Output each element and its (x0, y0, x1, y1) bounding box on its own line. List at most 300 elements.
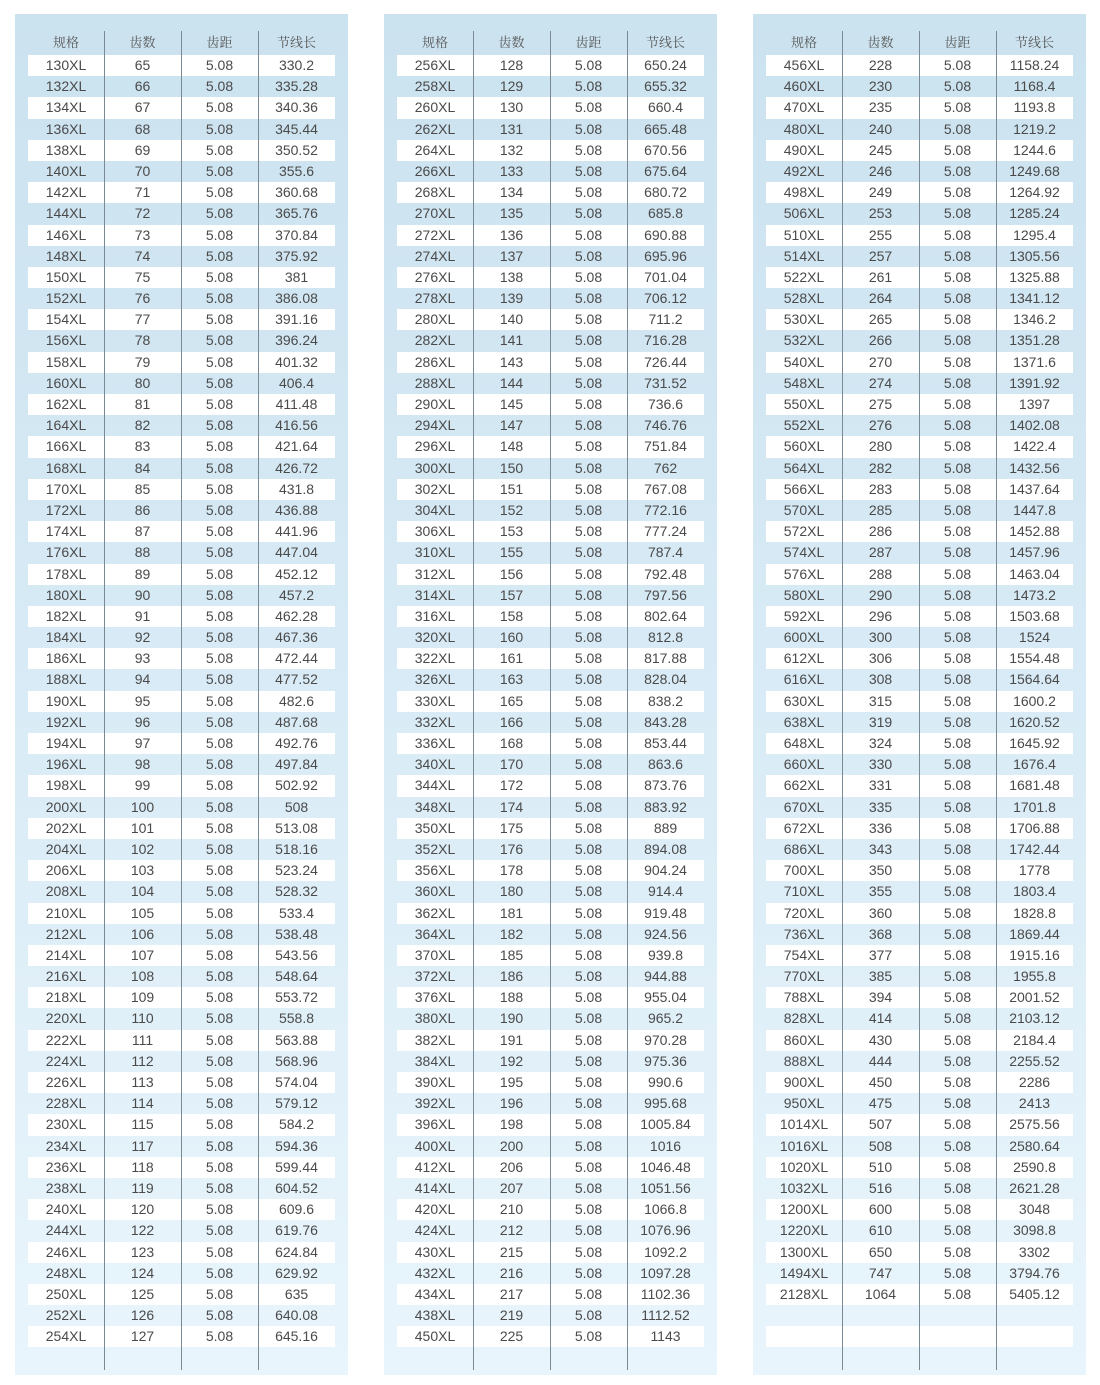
cell-teeth: 138 (499, 268, 524, 285)
cell-pitch: 5.08 (574, 1031, 603, 1048)
cell-pitch: 5.08 (574, 1222, 603, 1239)
cell-pitch: 5.08 (205, 1031, 234, 1048)
cell-pitch: 5.08 (574, 862, 603, 879)
cell-pitch: 5.08 (943, 1116, 972, 1133)
cell-spec: 950XL (783, 1095, 825, 1112)
cell-teeth: 165 (499, 692, 524, 709)
cell-pitch: 5.08 (943, 565, 972, 582)
cell-pitch-length: 970.28 (644, 1031, 687, 1048)
cell-spec: 432XL (414, 1264, 456, 1281)
cell-teeth: 130 (499, 99, 524, 116)
cell-pitch-length: 2575.56 (1009, 1116, 1060, 1133)
cell-pitch: 5.08 (574, 1116, 603, 1133)
cell-teeth: 1064 (864, 1285, 897, 1302)
cell-teeth: 137 (499, 247, 524, 264)
cell-pitch-length: 518.16 (275, 840, 318, 857)
cell-pitch-length: 726.44 (644, 353, 687, 370)
cell-teeth: 73 (134, 226, 151, 243)
cell-spec: 286XL (414, 353, 456, 370)
cell-spec: 480XL (783, 120, 825, 137)
cell-teeth: 192 (499, 1052, 524, 1069)
cell-spec: 158XL (45, 353, 87, 370)
cell-teeth: 97 (134, 735, 151, 751)
cell-pitch: 5.08 (574, 989, 603, 1006)
cell-pitch-length: 944.88 (644, 968, 687, 985)
cell-spec: 350XL (414, 819, 456, 836)
cell-teeth: 145 (499, 396, 524, 412)
cell-pitch-length: 1915.16 (1009, 946, 1060, 963)
cell-spec: 174XL (45, 523, 87, 540)
cell-pitch-length: 360.68 (275, 184, 318, 201)
cell-teeth: 83 (134, 438, 151, 455)
cell-pitch: 5.08 (943, 1137, 972, 1154)
cell-pitch: 5.08 (205, 205, 234, 222)
cell-pitch-length: 706.12 (644, 290, 687, 307)
cell-spec: 254XL (45, 1328, 87, 1345)
cell-pitch: 5.08 (574, 756, 603, 773)
cell-pitch-length: 1143 (650, 1328, 681, 1345)
cell-pitch: 5.08 (574, 586, 603, 603)
cell-pitch: 5.08 (943, 798, 972, 815)
cell-teeth: 152 (499, 501, 524, 518)
cell-teeth: 77 (134, 311, 151, 328)
cell-pitch: 5.08 (205, 1243, 234, 1260)
cell-spec: 392XL (414, 1095, 456, 1112)
cell-pitch: 5.08 (574, 184, 603, 201)
cell-spec: 492XL (783, 162, 825, 179)
cell-teeth: 287 (868, 544, 893, 561)
cell-spec: 672XL (783, 819, 825, 836)
cell-spec: 384XL (414, 1052, 456, 1069)
cell-pitch: 5.08 (205, 374, 234, 391)
cell-pitch-length: 477.52 (275, 671, 318, 688)
cell-spec: 316XL (414, 607, 456, 624)
cell-pitch: 5.08 (574, 713, 603, 730)
cell-teeth: 72 (134, 205, 151, 222)
cell-pitch: 5.08 (574, 650, 603, 667)
cell-pitch-length: 1681.48 (1009, 777, 1060, 794)
cell-pitch-length: 3098.8 (1013, 1222, 1056, 1239)
cell-pitch: 5.08 (205, 1307, 234, 1324)
cell-teeth: 207 (499, 1179, 524, 1196)
cell-spec: 220XL (45, 1010, 87, 1027)
cell-pitch-length: 462.28 (275, 607, 318, 624)
cell-pitch-length: 543.56 (275, 946, 318, 963)
cell-spec: 244XL (45, 1222, 87, 1239)
cell-teeth: 516 (868, 1179, 893, 1196)
cell-pitch: 5.08 (574, 523, 603, 540)
cell-pitch: 5.08 (943, 586, 972, 603)
cell-spec: 210XL (45, 904, 87, 921)
cell-pitch-length: 751.84 (644, 438, 687, 455)
cell-pitch: 5.08 (574, 1285, 603, 1302)
cell-teeth: 157 (499, 586, 524, 603)
cell-pitch: 5.08 (943, 1285, 972, 1302)
cell-pitch: 5.08 (574, 501, 603, 518)
cell-pitch-length: 1600.2 (1013, 692, 1056, 709)
cell-pitch-length: 2286 (1018, 1074, 1051, 1090)
cell-spec: 788XL (783, 989, 825, 1006)
cell-spec: 300XL (414, 459, 456, 476)
cell-pitch: 5.08 (574, 417, 603, 434)
cell-pitch-length: 345.44 (275, 120, 318, 137)
cell-spec: 322XL (414, 650, 456, 667)
cell-spec: 330XL (414, 692, 456, 709)
cell-spec: 154XL (45, 311, 87, 328)
cell-pitch-length: 990.6 (647, 1074, 684, 1090)
cell-spec: 364XL (414, 925, 456, 942)
cell-pitch-length: 894.08 (644, 840, 687, 857)
cell-pitch-length: 457.2 (278, 586, 315, 603)
cell-pitch (919, 1305, 996, 1326)
cell-pitch-length: 1676.4 (1013, 756, 1056, 773)
cell-pitch: 5.08 (574, 374, 603, 391)
cell-spec: 276XL (414, 268, 456, 285)
cell-teeth: 109 (130, 989, 155, 1006)
cell-pitch-length: 2103.12 (1009, 1010, 1060, 1027)
cell-teeth: 288 (868, 565, 893, 582)
header-spec: 规格 (52, 35, 79, 50)
cell-pitch-length: 1193.8 (1013, 99, 1056, 116)
header-pitch: 齿距 (944, 35, 971, 50)
cell-pitch-length: 1457.96 (1009, 544, 1060, 561)
cell-pitch-length: 2001.52 (1009, 989, 1060, 1006)
cell-spec: 736XL (783, 925, 825, 942)
cell-pitch-length: 746.76 (644, 417, 687, 434)
cell-pitch-length: 563.88 (275, 1031, 318, 1048)
cell-teeth: 508 (868, 1137, 893, 1154)
header-spec: 规格 (421, 35, 448, 50)
cell-spec: 166XL (45, 438, 87, 455)
cell-pitch: 5.08 (943, 332, 972, 349)
cell-teeth: 68 (134, 120, 151, 137)
cell-spec: 356XL (414, 862, 456, 879)
cell-pitch-length: 635 (284, 1285, 309, 1302)
column-divider (550, 31, 551, 1370)
cell-spec: 296XL (414, 438, 456, 455)
cell-teeth: 308 (868, 671, 893, 688)
cell-pitch-length: 528.32 (275, 883, 318, 900)
cell-pitch: 5.08 (574, 438, 603, 455)
cell-pitch: 5.08 (205, 1328, 234, 1345)
cell-teeth: 600 (868, 1201, 893, 1218)
cell-teeth: 747 (868, 1264, 893, 1281)
cell-pitch-length: 502.92 (275, 777, 318, 794)
cell-pitch-length: 1097.28 (640, 1264, 691, 1281)
cell-pitch: 5.08 (943, 1243, 972, 1260)
cell-spec: 648XL (783, 735, 825, 751)
cell-pitch: 5.08 (943, 756, 972, 773)
cell-spec: 600XL (783, 629, 825, 646)
cell-teeth: 119 (131, 1179, 154, 1196)
cell-pitch-length: 767.08 (644, 480, 687, 497)
cell-pitch: 5.08 (574, 396, 603, 412)
cell-pitch-length: 447.04 (275, 544, 318, 561)
cell-pitch: 5.08 (205, 1285, 234, 1302)
cell-pitch-length: 568.96 (275, 1052, 318, 1069)
cell-teeth: 191 (499, 1031, 524, 1048)
cell-pitch: 5.08 (205, 544, 234, 561)
cell-pitch-length: 690.88 (644, 226, 687, 243)
cell-pitch: 5.08 (205, 1264, 234, 1281)
cell-teeth: 160 (499, 629, 524, 646)
cell-teeth: 131 (499, 120, 524, 137)
cell-spec: 352XL (414, 840, 456, 857)
cell-teeth: 178 (499, 862, 524, 879)
cell-pitch-length: 1447.8 (1013, 501, 1056, 518)
cell-pitch: 5.08 (574, 946, 603, 963)
cell-spec: 348XL (414, 798, 456, 815)
cell-pitch-length: 914.4 (647, 883, 684, 900)
cell-pitch: 5.08 (205, 777, 234, 794)
cell-pitch-length: 812.8 (647, 629, 684, 646)
cell-teeth: 128 (499, 57, 524, 73)
cell-spec (766, 1305, 842, 1326)
cell-pitch: 5.08 (205, 1158, 234, 1175)
cell-spec: 146XL (45, 226, 87, 243)
cell-pitch: 5.08 (574, 57, 603, 73)
cell-pitch: 5.08 (574, 332, 603, 349)
cell-spec: 260XL (414, 99, 456, 116)
cell-teeth: 168 (499, 735, 524, 751)
cell-spec: 326XL (414, 671, 456, 688)
cell-teeth: 110 (131, 1010, 154, 1027)
cell-pitch-length: 1422.4 (1013, 438, 1056, 455)
cell-spec: 190XL (45, 692, 87, 709)
cell-pitch-length: 579.12 (275, 1095, 318, 1112)
cell-spec: 170XL (45, 480, 87, 497)
cell-pitch: 5.08 (574, 141, 603, 158)
cell-teeth: 88 (134, 544, 151, 561)
cell-pitch-length: 523.24 (275, 862, 318, 879)
cell-spec: 1300XL (779, 1243, 829, 1260)
cell-pitch-length: 1051.56 (640, 1179, 691, 1196)
cell-spec: 184XL (45, 629, 87, 646)
cell-pitch-length: 817.88 (644, 650, 687, 667)
cell-teeth: 124 (130, 1264, 155, 1281)
cell-pitch-length: 1706.88 (1009, 819, 1060, 836)
cell-pitch: 5.08 (574, 904, 603, 921)
cell-pitch: 5.08 (943, 141, 972, 158)
cell-pitch: 5.08 (574, 671, 603, 688)
cell-pitch: 5.08 (205, 607, 234, 624)
cell-pitch: 5.08 (943, 1179, 972, 1196)
cell-spec: 290XL (414, 396, 456, 412)
cell-pitch: 5.08 (574, 1095, 603, 1112)
cell-teeth: 80 (134, 374, 151, 391)
cell-pitch-length: 497.84 (275, 756, 318, 773)
cell-pitch-length: 594.36 (275, 1137, 318, 1154)
cell-teeth: 282 (868, 459, 893, 476)
cell-pitch-length: 3794.76 (1009, 1264, 1060, 1281)
column-divider (104, 31, 105, 1370)
cell-teeth: 96 (134, 713, 151, 730)
cell-teeth: 225 (499, 1328, 524, 1345)
cell-teeth: 120 (130, 1201, 155, 1218)
cell-spec: 572XL (783, 523, 825, 540)
cell-spec: 552XL (783, 417, 825, 434)
cell-spec: 280XL (414, 311, 456, 328)
cell-pitch-length: 670.56 (644, 141, 687, 158)
cell-teeth: 185 (499, 946, 524, 963)
cell-spec: 638XL (783, 713, 825, 730)
cell-pitch: 5.08 (205, 438, 234, 455)
cell-spec: 580XL (783, 586, 825, 603)
cell-pitch: 5.08 (574, 1243, 603, 1260)
cell-teeth: 188 (499, 989, 524, 1006)
cell-teeth: 102 (130, 840, 155, 857)
cell-teeth: 249 (868, 184, 893, 201)
cell-pitch-length: 426.72 (275, 459, 318, 476)
cell-teeth: 100 (130, 798, 155, 815)
cell-pitch: 5.08 (205, 332, 234, 349)
cell-spec: 274XL (414, 247, 456, 264)
cell-spec: 470XL (783, 99, 825, 116)
cell-spec: 238XL (45, 1179, 87, 1196)
header-pitch: 齿距 (206, 35, 233, 50)
cell-pitch: 5.08 (205, 925, 234, 942)
cell-pitch-length: 1742.44 (1009, 840, 1060, 857)
cell-pitch-length: 680.72 (644, 184, 687, 201)
cell-pitch-length: 838.2 (647, 692, 684, 709)
cell-pitch: 5.08 (574, 819, 603, 836)
cell-pitch-length: 716.28 (644, 332, 687, 349)
cell-pitch-length: 665.48 (644, 120, 687, 137)
cell-pitch: 5.08 (574, 1158, 603, 1175)
cell-pitch: 5.08 (574, 162, 603, 179)
header-pitch-length: 节线长 (645, 35, 685, 50)
cell-pitch-length: 1168.4 (1013, 78, 1056, 95)
cell-pitch-length: 624.84 (275, 1243, 318, 1260)
cell-pitch: 5.08 (205, 629, 234, 646)
cell-teeth: 255 (868, 226, 893, 243)
cell-pitch-length: 350.52 (275, 141, 318, 158)
cell-spec: 262XL (414, 120, 456, 137)
cell-spec: 770XL (783, 968, 825, 985)
cell-spec: 548XL (783, 374, 825, 391)
column-divider (181, 31, 182, 1370)
cell-teeth: 93 (134, 650, 151, 667)
cell-teeth: 507 (868, 1116, 893, 1133)
cell-spec: 382XL (414, 1031, 456, 1048)
cell-teeth: 151 (499, 480, 524, 497)
cell-pitch: 5.08 (574, 120, 603, 137)
cell-teeth: 355 (868, 883, 893, 900)
cell-teeth: 86 (134, 501, 151, 518)
cell-spec: 570XL (783, 501, 825, 518)
cell-spec: 194XL (45, 735, 87, 751)
cell-pitch-length: 2184.4 (1013, 1031, 1056, 1048)
cell-pitch-length: 1244.6 (1013, 141, 1056, 158)
cell-teeth: 274 (868, 374, 893, 391)
cell-pitch: 5.08 (943, 523, 972, 540)
cell-spec: 160XL (45, 374, 87, 391)
column-divider (996, 31, 997, 1370)
cell-pitch-length: 604.52 (275, 1179, 318, 1196)
cell-pitch: 5.08 (943, 692, 972, 709)
cell-spec: 1032XL (779, 1179, 829, 1196)
cell-teeth: 368 (868, 925, 893, 942)
cell-teeth: 217 (499, 1285, 524, 1302)
cell-pitch-length: 802.64 (644, 607, 687, 624)
cell-teeth: 133 (499, 162, 524, 179)
cell-teeth: 114 (131, 1095, 154, 1112)
cell-pitch-length: 2621.28 (1009, 1179, 1060, 1196)
cell-pitch-length: 599.44 (275, 1158, 318, 1175)
cell-pitch: 5.08 (205, 99, 234, 116)
cell-spec: 234XL (45, 1137, 87, 1154)
cell-spec: 226XL (45, 1074, 87, 1090)
cell-pitch-length: 381 (284, 268, 309, 285)
cell-teeth: 141 (499, 332, 524, 349)
cell-teeth: 444 (868, 1052, 893, 1069)
cell-spec: 332XL (414, 713, 456, 730)
column-divider (473, 31, 474, 1370)
cell-teeth: 150 (499, 459, 524, 476)
cell-spec: 212XL (45, 925, 87, 942)
cell-teeth: 275 (868, 396, 893, 412)
cell-pitch: 5.08 (943, 968, 972, 985)
cell-teeth: 650 (868, 1243, 893, 1260)
cell-pitch: 5.08 (574, 629, 603, 646)
cell-pitch: 5.08 (943, 1264, 972, 1281)
cell-pitch-length: 538.48 (275, 925, 318, 942)
header-spec: 规格 (790, 35, 817, 50)
cell-pitch-length: 452.12 (275, 565, 318, 582)
cell-teeth: 104 (130, 883, 155, 900)
cell-teeth: 215 (499, 1243, 524, 1260)
cell-teeth: 98 (134, 756, 151, 773)
cell-teeth: 75 (134, 268, 151, 285)
cell-pitch-length: 655.32 (644, 78, 687, 95)
cell-teeth: 245 (868, 141, 893, 158)
cell-teeth: 115 (131, 1116, 154, 1133)
cell-spec: 670XL (783, 798, 825, 815)
cell-teeth: 257 (868, 247, 893, 264)
cell-pitch: 5.08 (943, 57, 972, 73)
cell-teeth: 331 (868, 777, 893, 794)
cell-spec: 1020XL (779, 1158, 829, 1175)
cell-spec: 270XL (414, 205, 456, 222)
cell-teeth: 92 (134, 629, 151, 646)
cell-teeth: 117 (131, 1137, 154, 1154)
cell-pitch: 5.08 (574, 205, 603, 222)
cell-pitch-length: 736.6 (647, 396, 684, 412)
cell-pitch: 5.08 (943, 671, 972, 688)
table-panel-2 (384, 14, 717, 1375)
cell-pitch-length: 853.44 (644, 735, 687, 751)
cell-pitch-length: 777.24 (644, 523, 687, 540)
cell-pitch: 5.08 (574, 1179, 603, 1196)
cell-spec: 198XL (45, 777, 87, 794)
cell-pitch-length: 711.2 (648, 311, 683, 328)
cell-teeth: 182 (499, 925, 524, 942)
cell-spec: 438XL (414, 1307, 456, 1324)
cell-teeth: 166 (499, 713, 524, 730)
cell-pitch: 5.08 (205, 141, 234, 158)
cell-teeth: 176 (499, 840, 524, 857)
cell-pitch: 5.08 (943, 162, 972, 179)
cell-spec: 264XL (414, 141, 456, 158)
cell-teeth: 66 (134, 78, 151, 95)
cell-spec: 240XL (45, 1201, 87, 1218)
cell-spec: 430XL (414, 1243, 456, 1260)
cell-pitch: 5.08 (574, 99, 603, 116)
cell-pitch: 5.08 (574, 968, 603, 985)
cell-pitch-length: 508 (284, 798, 309, 815)
cell-spec: 140XL (45, 162, 87, 179)
cell-teeth: 67 (134, 99, 151, 116)
